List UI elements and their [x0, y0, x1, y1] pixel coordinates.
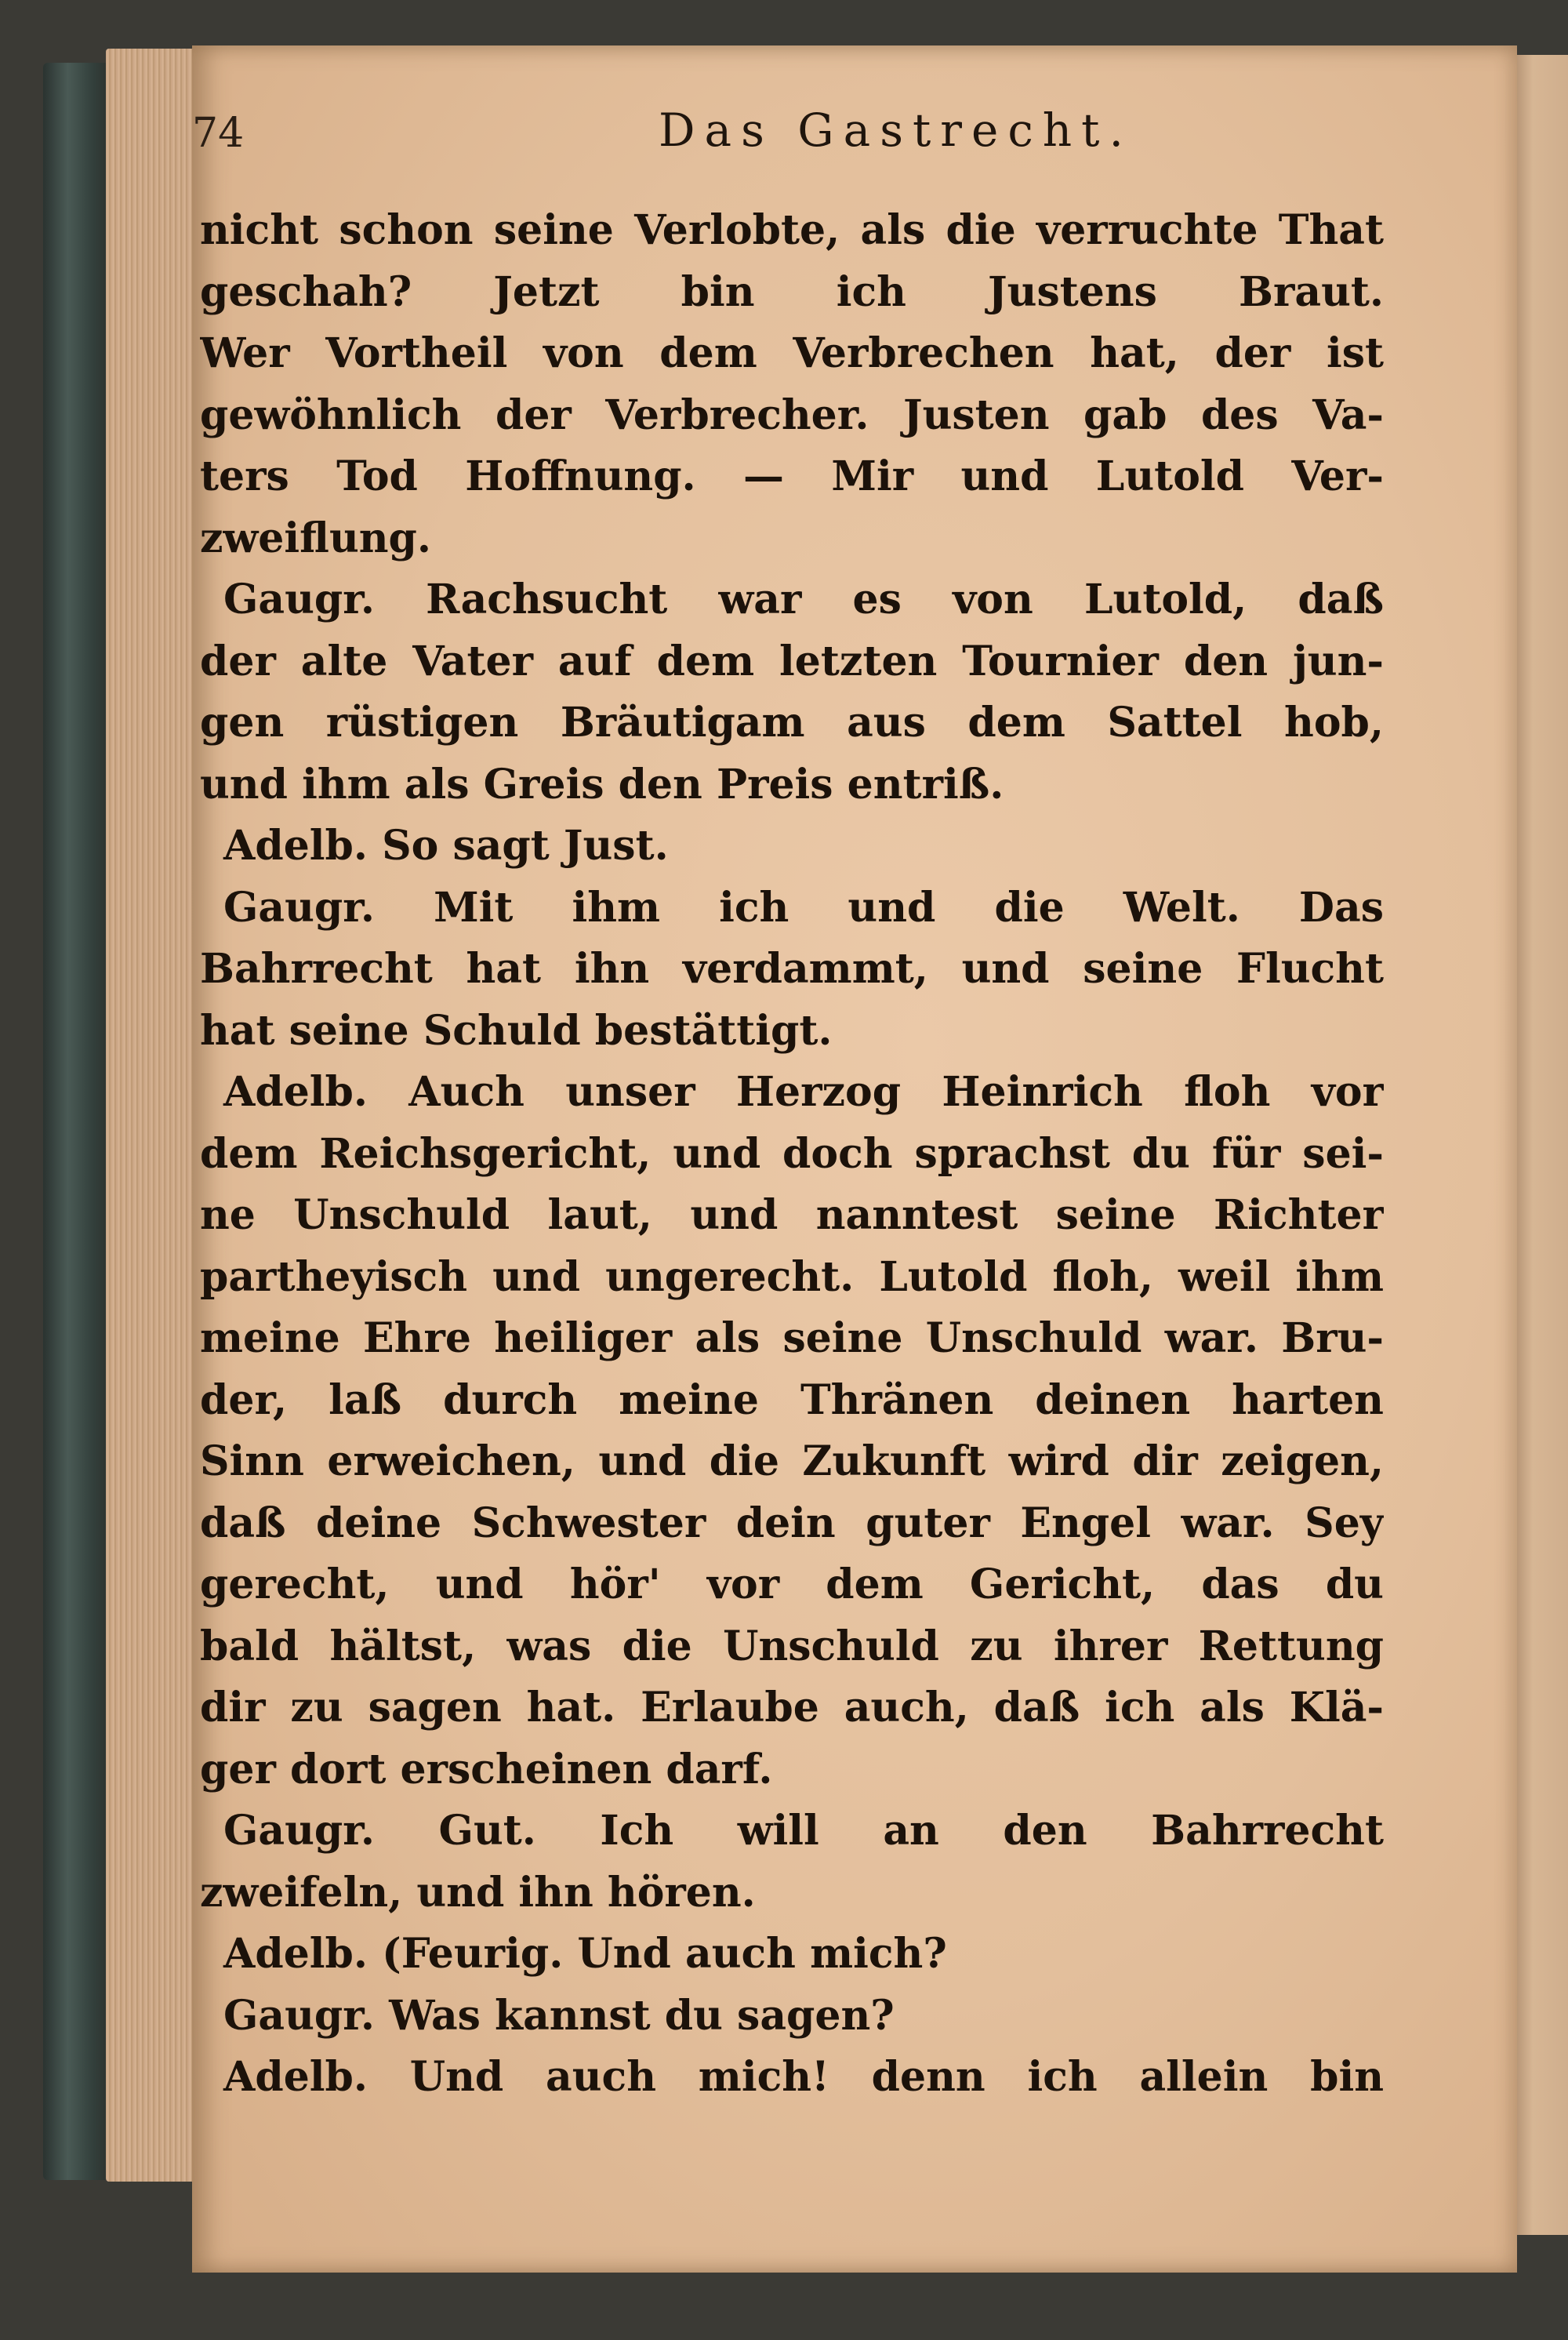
text-line: der, laß durch meine Thränen deinen harten	[200, 1375, 1384, 1424]
text-line: Adelb. (Feurig. Und auch mich?	[223, 1930, 947, 1978]
page-number: 74	[192, 110, 245, 157]
text-line: partheyisch und ungerecht. Lutold floh, weil ihm	[200, 1252, 1384, 1301]
text-line: Bahrrecht hat ihn verdammt, und seine Flucht	[200, 945, 1384, 993]
text-line: dir zu sagen hat. Erlaube auch, daß ich als Klä-	[200, 1684, 1384, 1731]
text-line: ters Tod Hoffnung. — Mir und Lutold Ver-	[200, 452, 1384, 500]
text-line: Adelb. Und auch mich! denn ich allein bin	[223, 2053, 1384, 2101]
text-line: Wer Vortheil von dem Verbrechen hat, der ist	[200, 329, 1384, 377]
text-line: und ihm als Greis den Preis entriß.	[200, 760, 1004, 808]
text-line: hat seine Schuld bestättigt.	[200, 1006, 833, 1055]
text-line: ger dort erscheinen darf.	[200, 1745, 773, 1793]
text-line: nicht schon seine Verlobte, als die verruchte That	[200, 206, 1384, 254]
text-line: der alte Vater auf dem letzten Tournier den jun-	[200, 637, 1384, 685]
text-line: Sinn erweichen, und die Zukunft wird dir zeigen,	[200, 1437, 1384, 1485]
text-line: dem Reichsgericht, und doch sprachst du für sei-	[200, 1129, 1384, 1178]
text-line: meine Ehre heiliger als seine Unschuld war. Bru-	[200, 1314, 1384, 1362]
text-line: gewöhnlich der Verbrecher. Justen gab des Va-	[200, 391, 1384, 439]
text-line: daß deine Schwester dein guter Engel war. Sey	[200, 1499, 1384, 1547]
text-line: Gaugr. Was kannst du sagen?	[223, 1991, 895, 2040]
text-line: ne Unschuld laut, und nanntest seine Richter	[200, 1191, 1384, 1239]
text-line: zweiflung.	[200, 514, 432, 562]
text-line: bald hältst, was die Unschuld zu ihrer Rettung	[200, 1622, 1384, 1670]
book-cover-spine	[43, 63, 114, 2180]
text-line: gen rüstigen Bräutigam aus dem Sattel hob,	[200, 699, 1384, 747]
text-line: Adelb. So sagt Just.	[223, 822, 669, 870]
running-head: Das Gastrecht.	[659, 104, 1133, 157]
page-stack-edge	[106, 49, 200, 2182]
text-line: Adelb. Auch unser Herzog Heinrich floh vor	[223, 1068, 1384, 1116]
text-line: zweifeln, und ihn hören.	[200, 1868, 756, 1917]
text-line: gerecht, und hör' vor dem Gericht, das du	[200, 1561, 1384, 1608]
body-text	[200, 200, 1384, 2109]
facing-page-edge	[1509, 55, 1568, 2235]
text-line: Gaugr. Rachsucht war es von Lutold, daß	[223, 576, 1384, 623]
text-line: geschah? Jetzt bin ich Justens Braut.	[200, 267, 1384, 316]
text-line: Gaugr. Mit ihm ich und die Welt. Das	[223, 883, 1384, 932]
text-line: Gaugr. Gut. Ich will an den Bahrrecht	[223, 1807, 1384, 1855]
